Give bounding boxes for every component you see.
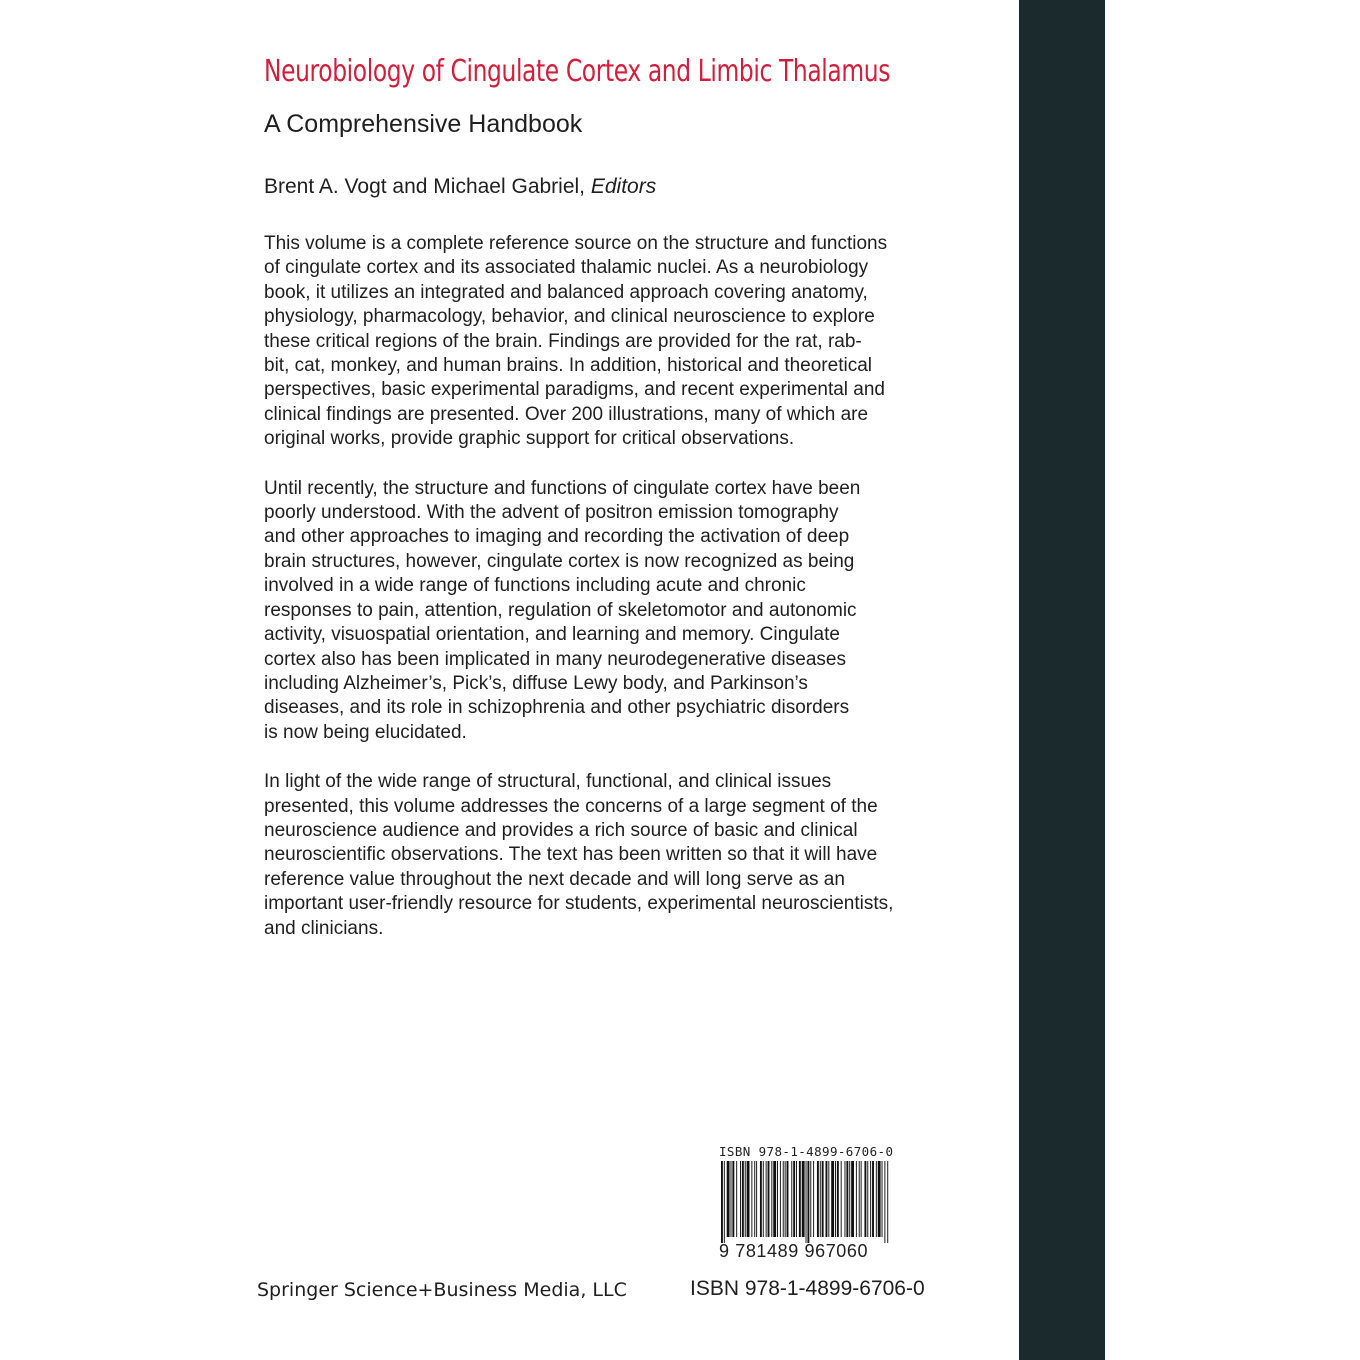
paragraph-line: physiology, pharmacology, behavior, and clinical neuroscience to explore [264, 306, 875, 328]
description-paragraph [264, 232, 936, 452]
barcode-bar [754, 1161, 755, 1237]
barcode-bar [807, 1161, 809, 1243]
barcode-bar [791, 1161, 792, 1237]
paragraph-line: This volume is a complete reference source on the structure and functions [264, 233, 888, 254]
paragraph-line: reference value throughout the next decade and will long serve as an [264, 868, 845, 890]
paragraph-line: book, it utilizes an integrated and balanced approach covering anatomy, [264, 281, 868, 303]
description-text [264, 232, 936, 966]
paragraph-line: In light of the wide range of structural, functional, and clinical issues [264, 771, 832, 793]
barcode-bar [882, 1161, 883, 1237]
barcode-bar [742, 1161, 744, 1237]
barcode-bar [773, 1161, 776, 1237]
paragraph-line: poorly understood. With the advent of positron emission tomography [264, 502, 839, 524]
book-title: Neurobiology of Cingulate Cortex and Limbic Thalamus [264, 54, 890, 89]
barcode-bar [802, 1161, 805, 1237]
barcode-digits: 9 781489 967060 [719, 1241, 869, 1261]
barcode-bar [756, 1161, 757, 1237]
paragraph-line: these critical regions of the brain. Findings are provided for the rat, rab- [264, 330, 862, 352]
paragraph-line: neuroscientific observations. The text has been written so that it will have [264, 844, 878, 866]
barcode-bar [771, 1161, 772, 1237]
barcode-bar [878, 1161, 881, 1237]
paragraph-line: of cingulate cortex and its associated thalamic nuclei. As a neurobiology [264, 257, 869, 279]
editors-role: Editors [590, 175, 657, 198]
barcode-bar [861, 1161, 862, 1237]
description-paragraph [264, 770, 936, 941]
paragraph-line: and clinicians. [264, 917, 384, 939]
barcode-bar [822, 1161, 824, 1237]
barcode-bar [887, 1161, 888, 1243]
barcode-bar [732, 1161, 734, 1237]
barcode-bar [876, 1161, 877, 1237]
editors-line [264, 172, 656, 202]
barcode-bar [826, 1161, 828, 1237]
barcode-bar [806, 1161, 807, 1243]
barcode-bar [777, 1161, 778, 1237]
barcode-bar [841, 1161, 842, 1237]
paragraph-line: neuroscience audience and provides a rich source of basic and clinical [264, 819, 858, 841]
paragraph-line: activity, visuospatial orientation, and learning and memory. Cingulate [264, 624, 840, 646]
barcode-bar [851, 1161, 854, 1237]
barcode-bar [787, 1161, 789, 1237]
publisher-name: Springer Science+Business Media, LLC [257, 1279, 627, 1301]
barcode-bar [835, 1161, 836, 1237]
barcode-bar [763, 1161, 764, 1237]
barcode-bar [783, 1161, 784, 1237]
barcode-bar [785, 1161, 786, 1237]
barcode-bar [747, 1161, 750, 1237]
paragraph-line: brain structures, however, cingulate cortex is now recognized as being [264, 550, 855, 572]
barcode-bar [864, 1161, 866, 1237]
barcode-bar [736, 1161, 737, 1237]
barcode-bar [884, 1161, 885, 1243]
barcode-bar [751, 1161, 752, 1237]
barcode-bar [859, 1161, 860, 1237]
paragraph-line: perspectives, basic experimental paradigms, and recent experimental and [264, 379, 885, 401]
editors-names: Brent A. Vogt and Michael Gabriel, [264, 175, 586, 198]
spine-band [1019, 0, 1105, 1360]
barcode-bar [856, 1161, 857, 1237]
paragraph-line: clinical findings are presented. Over 200 illustrations, many of which are [264, 403, 869, 425]
book-subtitle: A Comprehensive Handbook [264, 110, 583, 138]
barcode-bar [796, 1161, 797, 1237]
barcode-bar [837, 1161, 839, 1237]
paragraph-line: bit, cat, monkey, and human brains. In addition, historical and theoretical [264, 355, 872, 377]
barcode-bar [828, 1161, 829, 1237]
barcode-bar [870, 1161, 871, 1237]
paragraph-line: original works, provide graphic support for critical observations. [264, 428, 795, 450]
barcode-bar [846, 1161, 848, 1237]
barcode-bar [817, 1161, 819, 1237]
barcode-isbn-label: ISBN 978-1-4899-6706-0 [719, 1144, 894, 1159]
paragraph-line: cortex also has been implicated in many neurodegenerative diseases [264, 648, 846, 670]
barcode-bar [845, 1161, 846, 1237]
barcode-icon [719, 1161, 891, 1243]
barcode-bar [721, 1161, 723, 1243]
paragraph-line: diseases, and its role in schizophrenia and other psychiatric disorders [264, 697, 850, 719]
barcode-bar [831, 1161, 834, 1237]
barcode-bar [793, 1161, 795, 1237]
barcode-bar [849, 1161, 850, 1237]
barcode-bar [810, 1161, 811, 1237]
barcode-bar [820, 1161, 821, 1237]
paragraph-line: and other approaches to imaging and recording the activation of deep [264, 526, 850, 548]
barcode-bar [727, 1161, 730, 1237]
isbn-number: ISBN 978-1-4899-6706-0 [690, 1277, 925, 1300]
paragraph-line: responses to pain, attention, regulation of skeletomotor and autonomic [264, 599, 857, 621]
barcode-bar [745, 1161, 746, 1237]
barcode-bar [799, 1161, 801, 1237]
barcode-bar [760, 1161, 762, 1237]
barcode-bar [768, 1161, 770, 1237]
barcode-bar [731, 1161, 732, 1237]
paragraph-line: is now being elucidated. [264, 721, 467, 743]
barcode-bar [867, 1161, 868, 1237]
barcode-bar [766, 1161, 767, 1237]
paragraph-line: presented, this volume addresses the concerns of a large segment of the [264, 795, 878, 817]
paragraph-line: involved in a wide range of functions including acute and chronic [264, 575, 806, 597]
barcode-bar [872, 1161, 874, 1237]
barcode-bar [780, 1161, 781, 1237]
barcode-bar [724, 1161, 725, 1243]
paragraph-line: Until recently, the structure and functions of cingulate cortex have been [264, 477, 861, 499]
barcode-block [719, 1145, 929, 1261]
paragraph-line: important user-friendly resource for students, experimental neuroscientists, [264, 893, 894, 915]
barcode-bar [740, 1161, 741, 1237]
barcode-bar [813, 1161, 814, 1237]
paragraph-line: including Alzheimer’s, Pick’s, diffuse Lewy body, and Parkinson’s [264, 672, 808, 694]
description-paragraph [264, 477, 936, 745]
